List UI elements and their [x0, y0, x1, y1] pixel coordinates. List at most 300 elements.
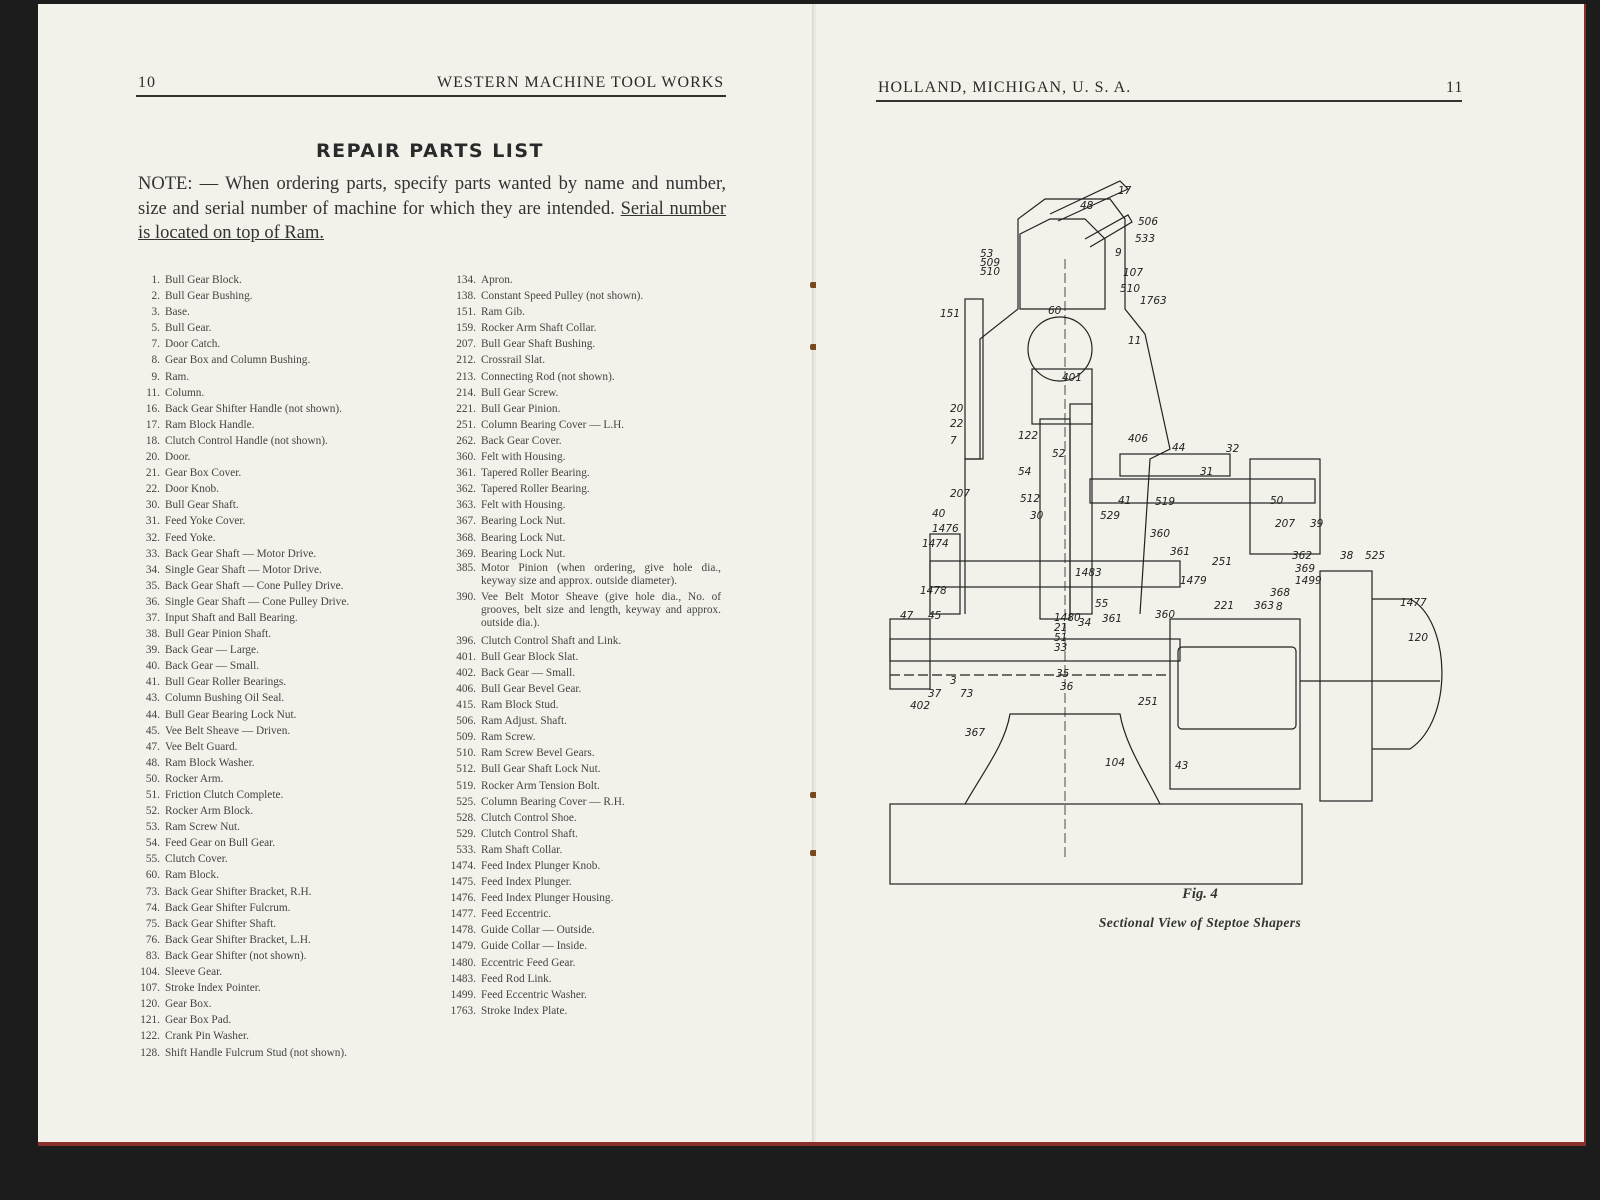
parts-list-item: [124, 1028, 349, 1044]
bull-gear-rack: [1070, 404, 1092, 614]
part-name: Feed Gear on Bull Gear.: [165, 837, 276, 850]
part-name: Tapered Roller Bearing.: [481, 483, 590, 496]
part-number: 52.: [145, 805, 160, 818]
parts-list-item: [124, 562, 349, 578]
parts-list-item: [438, 987, 721, 1003]
part-name: Back Gear Shifter Bracket, R.H.: [165, 885, 312, 898]
part-name: Tapered Roller Bearing.: [481, 467, 590, 480]
callout-label: 1476: [932, 523, 959, 535]
parts-list-item: [438, 745, 721, 761]
parts-list-item: [124, 803, 349, 819]
part-number: 50.: [145, 772, 160, 785]
part-name: Feed Yoke.: [165, 531, 216, 544]
part-name: Single Gear Shaft — Cone Pulley Drive.: [165, 595, 350, 608]
part-name: Bull Gear Shaft Lock Nut.: [481, 763, 601, 776]
part-name: Ram Shaft Collar.: [481, 843, 563, 856]
callout-label: 221: [1214, 600, 1235, 612]
base-pedestal: [965, 714, 1160, 804]
part-number: 1474.: [450, 860, 476, 872]
parts-list-item: [124, 723, 349, 739]
parts-list-item: [124, 369, 349, 385]
part-number: 73.: [145, 885, 160, 898]
part-name: Single Gear Shaft — Motor Drive.: [165, 563, 322, 576]
part-number: 221.: [456, 402, 476, 415]
parts-list-item: [438, 385, 721, 401]
parts-list-item: [438, 633, 721, 649]
part-name: Ram Adjust. Shaft.: [481, 715, 567, 728]
callout-label: 368: [1270, 587, 1291, 599]
parts-list-item: [124, 690, 349, 706]
part-name: Stroke Index Pointer.: [165, 982, 261, 995]
parts-list-item: [124, 1045, 349, 1061]
part-number: 360.: [456, 451, 476, 464]
part-number: 32.: [145, 531, 160, 544]
callout-label: 360: [1155, 609, 1176, 621]
feed-yoke-housing: [1250, 459, 1320, 554]
part-number: 128.: [140, 1046, 160, 1059]
part-number: 385.: [456, 561, 476, 574]
sectional-drawing: [870, 159, 1470, 899]
parts-list-item: [438, 1003, 721, 1019]
parts-list-item: [438, 713, 721, 729]
parts-list-item: [438, 320, 721, 336]
callout-label: 107: [1123, 267, 1144, 279]
part-name: Rocker Arm.: [165, 772, 224, 785]
part-number: 51.: [145, 789, 160, 801]
part-number: 415.: [456, 699, 476, 712]
part-number: 30.: [145, 499, 160, 512]
parts-list-item: [438, 417, 721, 433]
callout-label: 151: [940, 308, 961, 320]
part-number: 3.: [151, 306, 160, 319]
part-number: 134.: [456, 274, 476, 286]
callout-label: 45: [928, 610, 942, 622]
parts-list-item: [124, 513, 349, 529]
right-page: [816, 4, 1584, 1142]
parts-list-item: [438, 794, 721, 810]
parts-list-item: [438, 971, 721, 987]
parts-list-item: [438, 761, 721, 777]
part-name: Back Gear Shifter Bracket, L.H.: [165, 933, 311, 946]
part-name: Crank Pin Washer.: [165, 1030, 249, 1043]
parts-list-item: [438, 842, 721, 858]
callout-label: 53: [980, 248, 994, 260]
callout-label: 51: [1054, 632, 1068, 644]
base-block: [890, 804, 1302, 884]
parts-list-item: [438, 546, 721, 562]
callout-label: 533: [1135, 233, 1156, 245]
parts-list-item: [124, 417, 349, 433]
callout-label: 362: [1292, 550, 1313, 562]
callout-label: 1480: [1054, 612, 1081, 624]
parts-list-item: [124, 916, 349, 932]
parts-list-item: [438, 649, 721, 665]
part-number: 55.: [145, 853, 160, 866]
parts-list-item: [124, 787, 349, 803]
callout-label: 20: [950, 403, 964, 415]
callout-label: 519: [1155, 496, 1176, 508]
parts-list-item: [438, 591, 721, 633]
parts-list-item: [124, 449, 349, 465]
callout-label: 510: [980, 266, 1001, 278]
part-number: 251.: [456, 418, 476, 431]
parts-list-item: [124, 336, 349, 352]
part-name: Bull Gear Shaft Bushing.: [481, 338, 596, 351]
part-number: 1480.: [450, 956, 476, 969]
part-number: 8.: [151, 354, 160, 367]
part-name: Ram Screw Bevel Gears.: [481, 747, 595, 760]
part-number: 1483.: [450, 972, 476, 985]
parts-list-item: [438, 401, 721, 417]
part-name: Bearing Lock Nut.: [481, 515, 566, 528]
part-name: Gear Box Cover.: [165, 467, 242, 480]
part-number: 48.: [145, 756, 160, 769]
parts-list-item: [124, 272, 349, 288]
part-name: Constant Speed Pulley (not shown).: [481, 290, 644, 303]
part-number: 40.: [145, 660, 160, 673]
callout-label: 44: [1172, 442, 1186, 454]
parts-list-item: [124, 352, 349, 368]
part-number: 510.: [456, 747, 476, 760]
part-number: 35.: [145, 579, 160, 592]
part-name: Ram Screw.: [481, 731, 536, 744]
part-name: Vee Belt Motor Sheave (give hole dia., No. of grooves, belt size and length, keyway and approx. outside dia.).: [481, 590, 721, 629]
callout-label: 21: [1054, 622, 1068, 634]
part-name: Bearing Lock Nut.: [481, 547, 566, 560]
part-name: Door.: [165, 451, 191, 464]
part-name: Feed Index Plunger Housing.: [481, 892, 614, 905]
callout-label: 363: [1254, 600, 1275, 612]
part-number: 43.: [145, 692, 160, 705]
part-name: Bull Gear.: [165, 322, 212, 335]
callout-label: 36: [1060, 681, 1074, 693]
parts-list-column-2: [438, 272, 721, 1019]
part-number: 212.: [456, 354, 476, 367]
callout-label: 11: [1128, 335, 1142, 347]
gear-box-outline: [1170, 619, 1300, 789]
part-number: 11.: [146, 386, 160, 399]
parts-list-item: [438, 352, 721, 368]
part-name: Shift Handle Fulcrum Stud (not shown).: [165, 1046, 347, 1059]
part-name: Vee Belt Guard.: [165, 740, 238, 753]
part-number: 396.: [456, 634, 476, 647]
callout-label: 251: [1138, 696, 1159, 708]
parts-list-item: [438, 497, 721, 513]
part-number: 47.: [145, 740, 160, 753]
part-name: Ram Block.: [165, 869, 219, 882]
parts-list-item: [124, 401, 349, 417]
callout-label: 50: [1270, 495, 1284, 507]
callout-label: 512: [1020, 493, 1041, 505]
part-name: Clutch Control Handle (not shown).: [165, 434, 328, 447]
callout-label: 1499: [1295, 575, 1322, 587]
callout-label: 529: [1100, 510, 1121, 522]
part-name: Bull Gear Shaft.: [165, 499, 239, 512]
lower-bearing-cover: [890, 619, 930, 689]
part-number: 5.: [151, 322, 160, 335]
parts-list-item: [438, 562, 721, 591]
callout-label: 525: [1365, 550, 1386, 562]
motor-housing: [1178, 647, 1296, 729]
part-name: Guide Collar — Inside.: [481, 940, 588, 953]
parts-list-item: [438, 810, 721, 826]
callout-label: 506: [1138, 216, 1159, 228]
part-number: 18.: [145, 434, 160, 447]
part-number: 512.: [456, 763, 476, 776]
part-number: 20.: [145, 451, 160, 464]
part-name: Column Bushing Oil Seal.: [165, 692, 285, 705]
callout-label: 360: [1150, 528, 1171, 540]
callout-label: 8: [1276, 601, 1283, 613]
part-number: 39.: [145, 644, 160, 657]
parts-list-item: [124, 932, 349, 948]
part-number: 17.: [145, 418, 160, 431]
parts-list-item: [124, 530, 349, 546]
callout-label: 1474: [922, 538, 949, 550]
part-name: Bull Gear Block.: [165, 274, 242, 286]
part-number: 402.: [456, 666, 476, 679]
part-number: 60.: [145, 869, 160, 882]
parts-list-item: [124, 707, 349, 723]
part-name: Ram Screw Nut.: [165, 821, 240, 834]
callout-label: 73: [960, 688, 974, 700]
part-number: 533.: [456, 843, 476, 856]
parts-list-item: [124, 594, 349, 610]
part-name: Felt with Housing.: [481, 451, 566, 464]
part-number: 138.: [456, 290, 476, 303]
parts-list-item: [124, 465, 349, 481]
part-name: Back Gear — Large.: [165, 644, 259, 657]
part-name: Clutch Cover.: [165, 853, 228, 866]
callout-label: 1478: [920, 585, 947, 597]
part-number: 529.: [456, 827, 476, 840]
part-number: 21.: [145, 467, 160, 480]
callout-label: 33: [1054, 642, 1068, 654]
parts-list-item: [124, 996, 349, 1012]
part-name: Base.: [165, 306, 190, 319]
callout-label: 251: [1212, 556, 1233, 568]
part-name: Feed Rod Link.: [481, 972, 552, 985]
part-name: Motor Pinion (when ordering, give hole dia., keyway size and approx. outside diameter).: [481, 561, 721, 587]
part-number: 120.: [140, 998, 160, 1011]
callout-label: 401: [1062, 372, 1083, 384]
part-name: Clutch Control Shaft and Link.: [481, 634, 622, 647]
parts-list-item: [438, 938, 721, 954]
parts-list-item: [438, 729, 721, 745]
part-number: 1479.: [450, 940, 476, 953]
part-name: Feed Index Plunger.: [481, 876, 572, 889]
callout-label: 40: [932, 508, 946, 520]
parts-list-item: [124, 288, 349, 304]
part-number: 36.: [145, 595, 160, 608]
part-number: 390.: [456, 590, 476, 603]
part-name: Feed Yoke Cover.: [165, 515, 246, 528]
callout-label: 55: [1095, 598, 1109, 610]
part-number: 369.: [456, 547, 476, 560]
callout-label: 1477: [1400, 597, 1427, 609]
part-number: 54.: [145, 837, 160, 850]
part-number: 406.: [456, 682, 476, 695]
callout-label: 17: [1118, 185, 1132, 197]
parts-list-item: [124, 900, 349, 916]
parts-list-item: [124, 610, 349, 626]
part-number: 1476.: [450, 892, 476, 905]
part-number: 83.: [145, 949, 160, 962]
part-name: Rocker Arm Tension Bolt.: [481, 779, 600, 792]
callout-label: 3: [950, 675, 957, 687]
callout-label: 402: [910, 700, 931, 712]
parts-list-item: [124, 948, 349, 964]
part-name: Bearing Lock Nut.: [481, 531, 566, 544]
header-rule-left: [136, 95, 726, 97]
part-name: Bull Gear Bushing.: [165, 290, 253, 303]
callout-label: 34: [1078, 617, 1092, 629]
part-number: 401.: [456, 650, 476, 663]
header-rule-right: [876, 100, 1462, 102]
part-name: Ram Gib.: [481, 306, 525, 319]
parts-list-item: [124, 304, 349, 320]
callout-label: 1763: [1140, 295, 1167, 307]
part-name: Back Gear Shaft — Cone Pulley Drive.: [165, 579, 344, 592]
callout-label: 510: [1120, 283, 1141, 295]
part-number: 34.: [145, 563, 160, 576]
part-name: Rocker Arm Shaft Collar.: [481, 322, 597, 335]
part-name: Back Gear — Small.: [481, 666, 576, 679]
part-name: Gear Box.: [165, 998, 212, 1011]
callout-label: 38: [1340, 550, 1354, 562]
part-number: 525.: [456, 795, 476, 808]
parts-list-item: [124, 851, 349, 867]
part-name: Bull Gear Screw.: [481, 386, 559, 399]
ordering-note: [138, 172, 726, 246]
parts-list-item: [438, 681, 721, 697]
part-name: Column Bearing Cover — L.H.: [481, 418, 625, 431]
part-name: Back Gear Shaft — Motor Drive.: [165, 547, 317, 560]
part-name: Bull Gear Block Slat.: [481, 650, 579, 663]
page-number-left: 10: [138, 74, 156, 91]
part-name: Ram Block Stud.: [481, 699, 559, 712]
part-number: 1763.: [450, 1004, 476, 1017]
part-number: 213.: [456, 370, 476, 383]
part-name: Gear Box Pad.: [165, 1014, 232, 1027]
part-name: Back Gear — Small.: [165, 660, 260, 673]
part-name: Clutch Control Shaft.: [481, 827, 578, 840]
part-name: Back Gear Shifter Handle (not shown).: [165, 402, 342, 415]
parts-list-item: [124, 835, 349, 851]
part-number: 367.: [456, 515, 476, 528]
callout-label: 406: [1128, 433, 1149, 445]
parts-list-item: [438, 955, 721, 971]
part-name: Felt with Housing.: [481, 499, 566, 512]
callout-label: 32: [1226, 443, 1240, 455]
part-name: Vee Belt Sheave — Driven.: [165, 724, 291, 737]
parts-list-item: [438, 826, 721, 842]
callout-label: 37: [928, 688, 942, 700]
part-name: Ram.: [165, 370, 190, 383]
parts-list-item: [124, 642, 349, 658]
part-number: 75.: [145, 917, 160, 930]
parts-list-item: [124, 867, 349, 883]
callout-label: 122: [1018, 430, 1039, 442]
part-number: 506.: [456, 715, 476, 728]
ram-block-circle: [1028, 317, 1092, 381]
input-shaft: [890, 639, 1180, 661]
part-name: Clutch Control Shoe.: [481, 811, 577, 824]
shaper-section-figure: [870, 159, 1470, 899]
part-number: 1478.: [450, 924, 476, 937]
parts-list-item: [438, 513, 721, 529]
part-name: Bull Gear Roller Bearings.: [165, 676, 287, 689]
parts-list-item: [124, 1012, 349, 1028]
parts-list-item: [438, 858, 721, 874]
parts-list-item: [124, 674, 349, 690]
callout-label: 31: [1200, 466, 1214, 478]
bull-gear-bearings: [1120, 454, 1230, 476]
callout-label: 509: [980, 257, 1001, 269]
parts-list-item: [124, 771, 349, 787]
parts-list-item: [438, 874, 721, 890]
parts-list-item: [438, 272, 721, 288]
parts-list-item: [438, 530, 721, 546]
part-number: 122.: [140, 1030, 160, 1043]
parts-list-item: [438, 449, 721, 465]
callout-label: 54: [1018, 466, 1032, 478]
part-name: Back Gear Shifter Fulcrum.: [165, 901, 291, 914]
part-name: Bull Gear Bevel Gear.: [481, 682, 582, 695]
callout-label: 48: [1080, 200, 1094, 212]
parts-list-item: [124, 433, 349, 449]
part-number: 107.: [140, 982, 160, 995]
part-number: 362.: [456, 483, 476, 496]
part-name: Ram Block Washer.: [165, 756, 255, 769]
part-number: 53.: [145, 821, 160, 834]
parts-list-item: [124, 481, 349, 497]
callout-label: 30: [1030, 510, 1044, 522]
parts-list-item: [124, 546, 349, 562]
part-number: 16.: [145, 402, 160, 415]
part-number: 76.: [145, 933, 160, 946]
part-number: 9.: [151, 370, 160, 383]
parts-list-item: [438, 697, 721, 713]
part-name: Eccentric Feed Gear.: [481, 956, 576, 969]
figure-caption: Sectional View of Steptoe Shapers: [1098, 915, 1302, 930]
part-name: Back Gear Shifter Shaft.: [165, 917, 277, 930]
parts-list-item: [438, 288, 721, 304]
running-head-right: HOLLAND, MICHIGAN, U. S. A.: [878, 79, 1132, 96]
part-number: 31.: [145, 515, 160, 528]
part-name: Gear Box and Column Bushing.: [165, 354, 311, 367]
part-name: Rocker Arm Block.: [165, 805, 254, 818]
callout-label: 104: [1105, 757, 1126, 769]
part-name: Input Shaft and Ball Bearing.: [165, 611, 298, 624]
part-number: 1477.: [450, 908, 476, 921]
booklet: [38, 4, 1586, 1146]
parts-list-item: [124, 658, 349, 674]
parts-list-item: [438, 890, 721, 906]
ram-head: [1020, 219, 1105, 309]
parts-list-item: [438, 906, 721, 922]
callout-label: 9: [1115, 247, 1122, 259]
part-name: Bull Gear Pinion.: [481, 402, 561, 415]
parts-list-item: [124, 980, 349, 996]
part-name: Apron.: [481, 274, 513, 286]
part-name: Ram Block Handle.: [165, 418, 255, 431]
callout-label: 52: [1052, 448, 1066, 460]
part-number: 509.: [456, 731, 476, 744]
part-number: 214.: [456, 386, 476, 399]
parts-list-item: [438, 481, 721, 497]
part-number: 151.: [456, 306, 476, 319]
